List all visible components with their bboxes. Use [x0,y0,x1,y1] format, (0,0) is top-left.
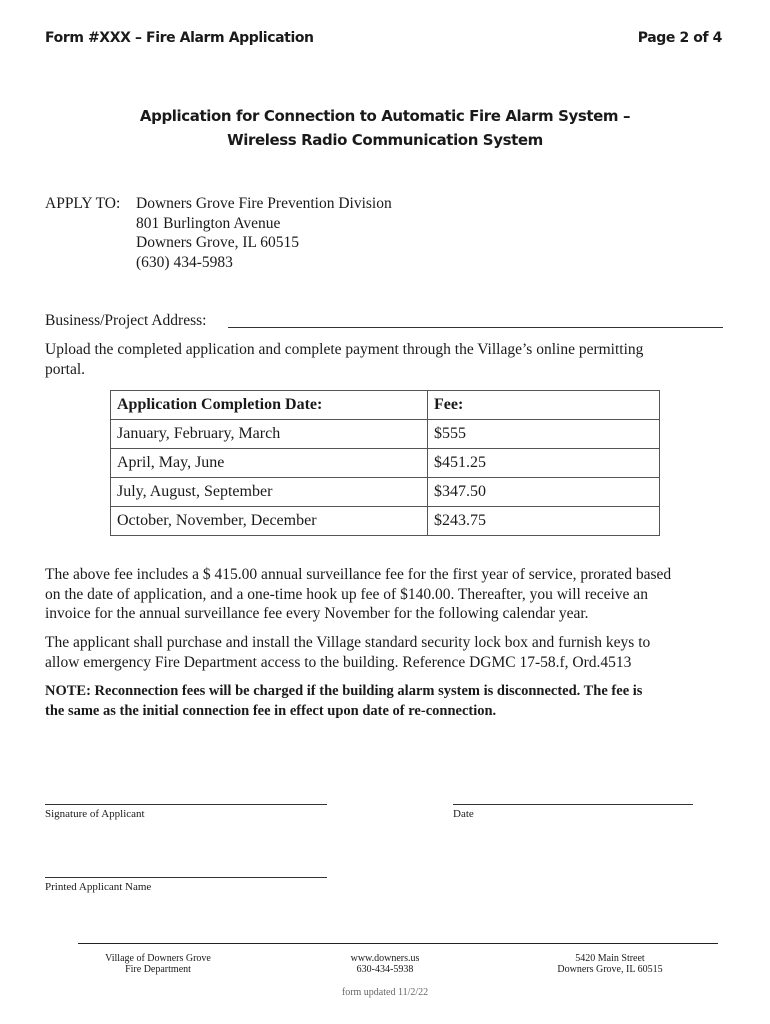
lock-box-paragraph [45,633,650,672]
footer-phone: 630-434-5938 [356,964,414,975]
table-row [111,478,660,507]
cell-fee: $243.75 [428,507,660,536]
date-label: Date [453,808,474,820]
title-line-1: Application for Connection to Automatic Fire Alarm System – [139,107,631,125]
cell-period: January, February, March [111,420,428,449]
table-row [111,420,660,449]
business-address-field[interactable] [228,327,723,328]
date-field[interactable] [453,804,693,805]
header-cell-date: Application Completion Date: [111,391,428,420]
signature-label: Signature of Applicant [45,808,145,820]
footer-right [530,953,690,975]
paragraph-line: NOTE: Reconnection fees will be charged if the building alarm system is disconnected. The fee is [45,683,643,699]
footer-left [78,953,238,975]
cell-fee: $347.50 [428,478,660,507]
upload-note [45,340,643,379]
apply-to-line: (630) 434-5983 [136,253,233,271]
title-line-2: Wireless Radio Communication System [227,131,543,149]
paragraph-line: The above fee includes a $ 415.00 annual surveillance fee for the first year of service, prorated based [45,566,672,583]
cell-fee: $555 [428,420,660,449]
paragraph-line: the same as the initial connection fee in effect upon date of re-connection. [45,702,497,719]
cell-period: October, November, December [111,507,428,536]
cell-period: April, May, June [111,449,428,478]
paragraph-line: allow emergency Fire Department access to the building. Reference DGMC 17-58.f, Ord.4513 [45,653,632,671]
apply-to-line: 801 Burlington Avenue [136,214,281,232]
table-row [111,449,660,478]
cell-period: July, August, September [111,478,428,507]
upload-note-line: portal. [45,360,86,378]
header-cell-fee: Fee: [428,391,660,420]
table-row [111,507,660,536]
page-label: Page 2 of 4 [637,30,722,46]
form-label: Form #XXX – Fire Alarm Application [45,30,314,46]
paragraph-line: The applicant shall purchase and install the Village standard security lock box and furnish keys to [45,634,651,651]
signature-field[interactable] [45,804,327,805]
apply-to-label: APPLY TO: [45,195,121,212]
form-updated-date: form updated 11/2/22 [341,987,429,998]
fee-info-paragraph [45,565,671,624]
apply-to-line: Downers Grove Fire Prevention Division [136,195,392,212]
cell-fee: $451.25 [428,449,660,478]
footer-dept: Fire Department [125,964,191,975]
business-address-label: Business/Project Address: [45,312,207,329]
footer-city: Downers Grove, IL 60515 [557,964,663,975]
footer-website-link[interactable]: www.downers.us [350,953,420,964]
table-header-row [111,391,660,420]
printed-name-field[interactable] [45,877,327,878]
fee-table [110,390,660,536]
apply-to-line: Downers Grove, IL 60515 [136,234,299,251]
footer-org: Village of Downers Grove [105,953,211,964]
printed-name-label: Printed Applicant Name [45,881,152,893]
footer-center [305,953,465,975]
paragraph-line: on the date of application, and a one-time hook up fee of $140.00. Thereafter, you will receive an [45,585,648,603]
reconnection-note [45,682,642,721]
footer-street: 5420 Main Street [575,953,645,964]
upload-note-line: Upload the completed application and complete payment through the Village’s online permitting [45,341,644,358]
paragraph-line: invoice for the annual surveillance fee every November for the following calendar year. [45,605,589,622]
footer-divider [78,943,718,944]
apply-to-address [136,194,392,272]
